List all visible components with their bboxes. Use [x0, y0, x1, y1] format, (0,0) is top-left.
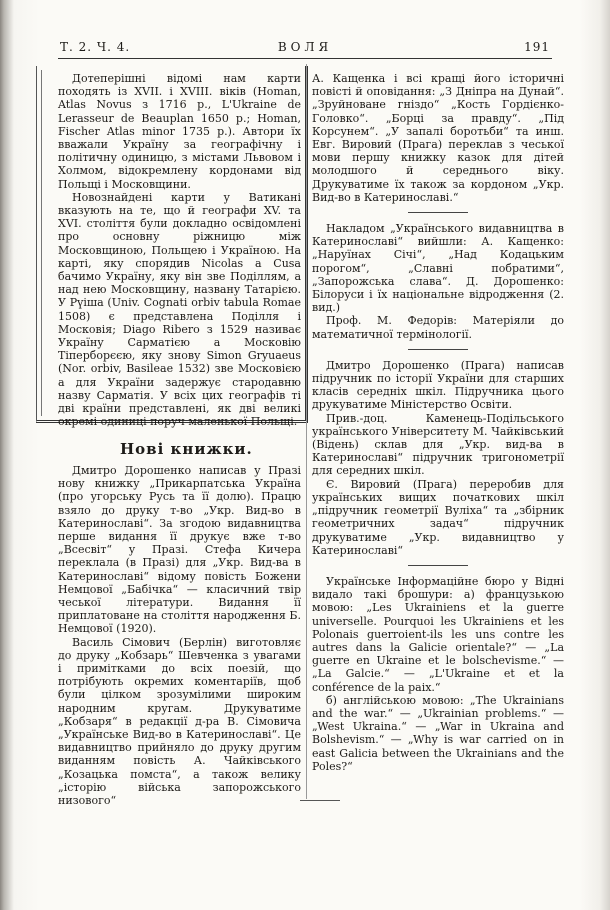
right-paragraph-1: А. Кащенка і всі кращі його історичні повісті й оповідання: „З Дніпра на Дунай“. „Зруйноване гніздо“ „Кость Гордієнко-Головко“. „Борці за правду“. „Під Корсунем“. „У запалі боротьби“ та инш. Евг. Вировий (Прага) переклав з чеської мови першу книжку казок для дітей молодшого й середнього віку. Друкуватиме їх також за кордоном „Укр. Вид-во в Катеринославі.“ [312, 72, 564, 204]
maps-paragraph-1: Дотеперішні відомі нам карти походять із XVII. і XVIII. віків (Homan, Atlas Novus з 1716 р., L'Ukraine de Lerasseur de Beauplan 1650 р.; Homan, Fischer Atlas minor 1735 р.). Автори їх вважали Україну за географічну і політичну одиницю, з містами Львовом і Холмом, відокремлену кордонами від Польщі і Московщини. [58, 72, 301, 191]
right-paragraph-7: Українське Інформаційне бюро у Відні видало такі брошури: а) французькою мовою: „Les Ukrainiens et la guerre universelle. Pourquoi les Ukrainiens et les Polonais guerroient-ils les uns contre les autres dans la Galicie orientale?“ — „La guerre en Ukraine et le bolschevisme.“ — „La Galcie.“ — „L'Ukraine et et la conférence de la paix.“ [312, 574, 564, 694]
page-header [60, 40, 550, 56]
separator-rule [408, 565, 468, 567]
column-divider [306, 64, 307, 799]
right-paragraph-3: Проф. М. Федорів: Матеріяли до математичної термінології. [312, 314, 564, 341]
volume-label: Т. 2. Ч. 4. [60, 40, 131, 54]
right-paragraph-2: Накладом „Українського видавництва в Катеринославі“ вийшли: А. Кащенко: „Наруїнах Січі“, „Над Кодацьким порогом“, „Славні побратими“, „Запорожська слава“. Д. Дорошенко: Білоруси і їх національне відродження (2. вид.) [312, 222, 564, 315]
maps-paragraph-2: Новознайдені карти у Ватикані вказують на те, що й географи XV. та XVI. століття були докладно освідомлені про основну ріжницю між Московщиною, Польщею і Україною. На карті, яку спорядив Nicolas a Cusa бачимо Україну, яку він зве Поділлям, а над нею Московщину, названу Татарією. У Рүіша (Univ. Cognati orbiv tabula Romae 1508) є представлена Поділля і Московія; Diago Ribero з 1529 називає Україну Сарматією а Московію Тіперборєєю, яку знову Simon Gryuaeus (Nor. orbiv, Basileae 1532) зве Московією а для України задержує стародавню назву Сарматія. У всіх цих географів ті дві країни представлені, як дві великі окремі одиниці поруч маленької Польщі. [58, 190, 301, 429]
right-paragraph-8: б) англійською мовою: „The Ukrainians and the war.“ — „Ukrainian problems.“ — „West Ukraina.“ — „War in Ukraina and Bolshevism.“ — „Why is war carried on in east Galicia between the Ukrainians and the Poles?“ [312, 693, 564, 773]
books-left-column [58, 464, 301, 807]
right-paragraph-4: Дмитро Дорошенко (Прага) написав підручник по історії України для старших класів середніх шкіл. Підручника цього друкуватиме Міністерство Освіти. [312, 358, 564, 412]
journal-title: ВОЛЯ [277, 40, 333, 54]
maps-article [58, 72, 301, 428]
section-title: Нові книжки. [120, 440, 253, 458]
books-paragraph-2: Василь Сімович (Берлін) виготовляє до друку „Кобзарь“ Шевченка з увагами і примітками до всіх поезій, що потрібують окремих коментаріїв, щоб були цілком зрозумілими широким народним кругам. Друкуватиме „Кобзаря“ в редакції д-ра В. Сімовича „Українське Вид-во в Катеринославі“. Це видавництво прийняло до друку другим виданням повість А. Чайківського „Козацька помста“, а також велику „історію війська запорожського низового“ [58, 635, 301, 808]
page-number: 191 [524, 40, 550, 54]
right-paragraph-5: Прив.-доц. Каменець-Подільського українського Університету М. Чайківський (Відень) склав для „Укр. вид-ва в Катеринославі“ підручник тригонометрії для середних шкіл. [312, 411, 564, 478]
right-paragraph-6: Є. Вировий (Прага) переробив для українських вищих початкових шкіл „підручник геометрії Вуліха“ та „збірник геометричних задач“ підручник друкуватиме „Укр. видавництво у Катеринославі“ [312, 477, 564, 557]
separator-rule [408, 349, 468, 351]
books-paragraph-1: Дмитро Дорошенко написав у Празі нову книжку „Прикарпатська Україна (про угорську Русь та її долю). Працю взяло до друку т-во „Укр. Вид-во в Катеринославі“. За згодою видавництва перше видання її друкує вже т-во „Всесвіт“ у Празі. Стефа Кичера переклала (в Празі) для „Укр. Вид-ва в Катеринославі“ відому повість Божени Немцової „Бабічка“ — класичний твір чеської літератури. Видання її приплатоване на століття народження Б. Немцової (1920). [58, 464, 301, 636]
header-rule [58, 58, 552, 59]
separator-rule [408, 212, 468, 214]
books-right-column [312, 72, 564, 773]
end-rule [300, 800, 340, 801]
